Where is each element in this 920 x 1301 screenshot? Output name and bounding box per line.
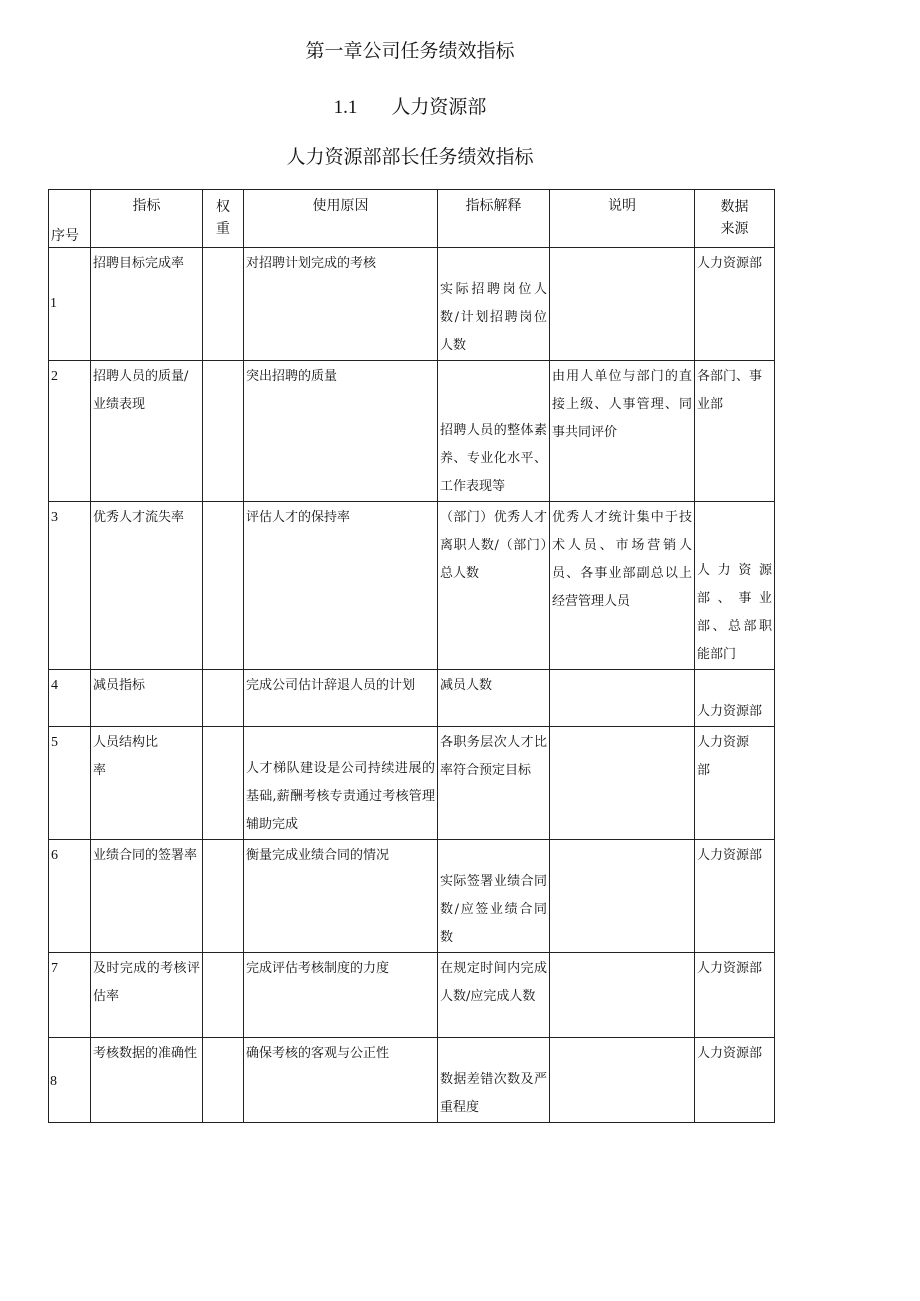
header-note: 说明 [550, 190, 695, 248]
cell-explanation: 减员人数 [438, 670, 550, 727]
header-seq: 序号 [49, 190, 91, 248]
cell-explanation: 招聘人员的整体素养、专业化水平、工作表现等 [438, 361, 550, 502]
cell-explanation: 实际招聘岗位人数/计划招聘岗位人数 [438, 248, 550, 361]
section-heading [0, 92, 820, 119]
table-row [49, 727, 775, 840]
table-row [49, 953, 775, 1038]
cell-reason: 完成公司估计辞退人员的计划 [244, 670, 438, 727]
cell-source: 人力资源部 [695, 670, 775, 727]
cell-seq: 3 [49, 502, 91, 670]
header-indicator: 指标 [91, 190, 203, 248]
cell-indicator: 考核数据的准确性 [91, 1038, 203, 1123]
cell-weight [203, 361, 244, 502]
cell-indicator: 招聘人员的质量/业绩表现 [91, 361, 203, 502]
cell-reason: 突出招聘的质量 [244, 361, 438, 502]
section-number: 1.1 [333, 97, 358, 118]
cell-source: 人力资源部 [695, 248, 775, 361]
cell-reason: 对招聘计划完成的考核 [244, 248, 438, 361]
cell-note [550, 840, 695, 953]
table-row [49, 502, 775, 670]
cell-reason: 确保考核的客观与公正性 [244, 1038, 438, 1123]
cell-weight [203, 840, 244, 953]
header-source: 数据 来源 [695, 190, 775, 248]
cell-indicator: 优秀人才流失率 [91, 502, 203, 670]
cell-seq: 8 [49, 1038, 91, 1123]
cell-indicator: 减员指标 [91, 670, 203, 727]
cell-seq: 1 [49, 248, 91, 361]
cell-explanation: （部门）优秀人才离职人数/（部门）总人数 [438, 502, 550, 670]
cell-source: 人力资源部、事业部、总部职能部门 [695, 502, 775, 670]
table-row [49, 361, 775, 502]
cell-reason: 人才梯队建设是公司持续进展的基础,薪酬考核专责通过考核管理辅助完成 [244, 727, 438, 840]
cell-note [550, 953, 695, 1038]
cell-indicator: 及时完成的考核评估率 [91, 953, 203, 1038]
table-title: 人力资源部部长任务绩效指标 [286, 146, 534, 168]
kpi-table [48, 189, 775, 1123]
cell-weight [203, 727, 244, 840]
cell-source: 人力资源部 [695, 1038, 775, 1123]
cell-source: 人力资源部 [695, 727, 775, 840]
cell-source: 人力资源部 [695, 953, 775, 1038]
table-row [49, 670, 775, 727]
cell-reason: 衡量完成业绩合同的情况 [244, 840, 438, 953]
header-weight: 权 重 [203, 190, 244, 248]
cell-note [550, 1038, 695, 1123]
cell-reason: 评估人才的保持率 [244, 502, 438, 670]
cell-seq: 2 [49, 361, 91, 502]
cell-seq: 6 [49, 840, 91, 953]
cell-source: 人力资源部 [695, 840, 775, 953]
cell-seq: 7 [49, 953, 91, 1038]
cell-note: 优秀人才统计集中于技术人员、市场营销人员、各事业部副总以上经营管理人员 [550, 502, 695, 670]
cell-weight [203, 502, 244, 670]
cell-seq: 4 [49, 670, 91, 727]
cell-seq: 5 [49, 727, 91, 840]
cell-indicator: 业绩合同的签署率 [91, 840, 203, 953]
cell-weight [203, 248, 244, 361]
table-row [49, 840, 775, 953]
table-row [49, 1038, 775, 1123]
cell-reason: 完成评估考核制度的力度 [244, 953, 438, 1038]
cell-note [550, 248, 695, 361]
cell-weight [203, 953, 244, 1038]
cell-indicator: 人员结构比率 [91, 727, 203, 840]
chapter-title: 第一章公司任务绩效指标 [305, 40, 515, 62]
table-row [49, 248, 775, 361]
cell-weight [203, 670, 244, 727]
cell-explanation: 数据差错次数及严重程度 [438, 1038, 550, 1123]
cell-explanation: 实际签署业绩合同数/应签业绩合同数 [438, 840, 550, 953]
cell-note [550, 670, 695, 727]
header-explanation: 指标解释 [438, 190, 550, 248]
header-row [49, 190, 775, 248]
cell-source: 各部门、事业部 [695, 361, 775, 502]
cell-weight [203, 1038, 244, 1123]
cell-note [550, 727, 695, 840]
section-title: 人力资源部 [391, 96, 487, 118]
cell-explanation: 在规定时间内完成人数/应完成人数 [438, 953, 550, 1038]
cell-explanation: 各职务层次人才比率符合预定目标 [438, 727, 550, 840]
cell-note: 由用人单位与部门的直接上级、人事管理、同事共同评价 [550, 361, 695, 502]
header-reason: 使用原因 [244, 190, 438, 248]
cell-indicator: 招聘目标完成率 [91, 248, 203, 361]
